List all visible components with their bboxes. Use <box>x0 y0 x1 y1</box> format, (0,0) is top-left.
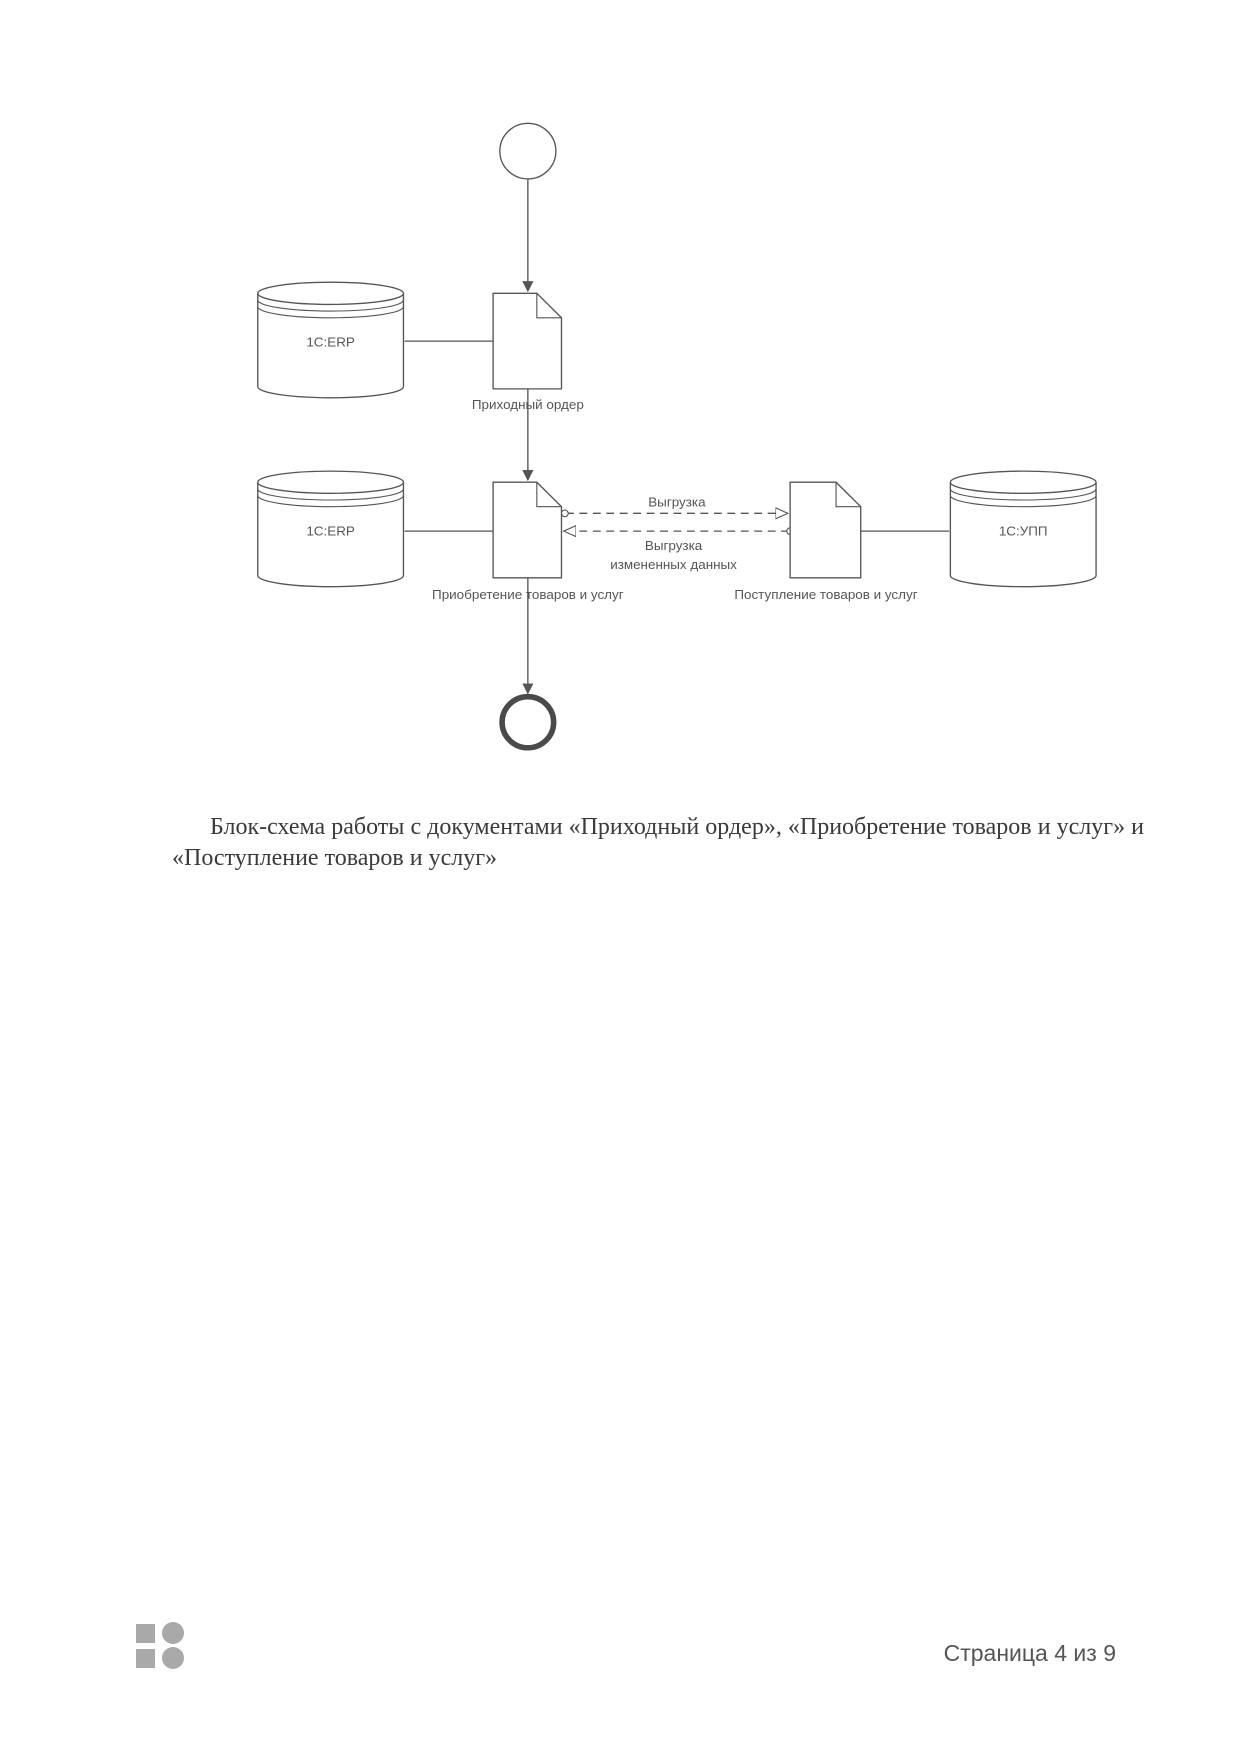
document-prihodny-order-label: Приходный ордер <box>471 396 584 412</box>
end-event <box>502 697 554 748</box>
upp-database <box>950 471 1096 587</box>
erp-database-top-label: 1C:ERP <box>306 334 355 350</box>
document-postuplenie <box>734 482 917 602</box>
start-event <box>500 123 556 179</box>
flowchart-diagram <box>0 0 1244 800</box>
erp-database-bottom-label: 1C:ERP <box>306 523 355 539</box>
document-priobretenie-label: Приобретение товаров и услуг <box>432 586 624 602</box>
diagram-caption: Блок-схема работы с документами «Приходный ордер», «Приобретение товаров и услуг» и «Поступление товаров и услуг» <box>172 814 1144 871</box>
erp-database-top <box>258 282 404 398</box>
company-logo <box>136 1622 188 1670</box>
erp-database-bottom <box>258 471 404 587</box>
upp-database-label: 1C:УПП <box>998 523 1048 539</box>
export-changed-label-line2: измененных данных <box>610 556 737 572</box>
document-postuplenie-label: Поступление товаров и услуг <box>734 586 918 602</box>
export-changed-label-line1: Выгрузка <box>644 538 703 553</box>
message-flow-export-start <box>561 510 568 517</box>
export-label: Выгрузка <box>648 494 706 510</box>
page-number: Страница 4 из 9 <box>943 1640 1116 1666</box>
